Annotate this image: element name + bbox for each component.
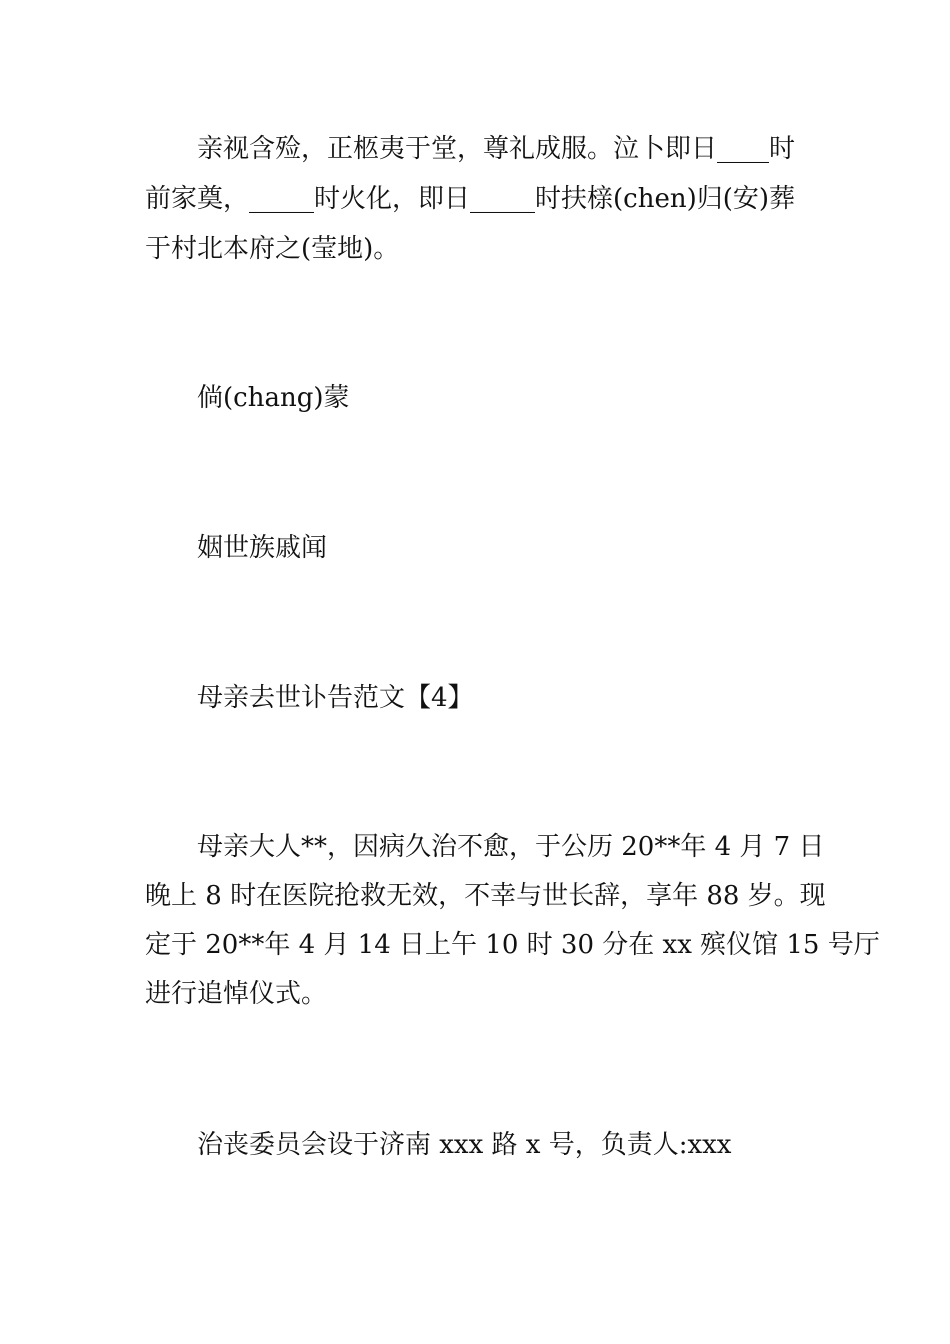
text-line: 定于 20**年 4 月 14 日上午 10 时 30 分在 xx 殡仪馆 15 号厅 — [145, 930, 880, 960]
text-line: 母亲大人**，因病久治不愈，于公历 20**年 4 月 7 日 — [197, 832, 825, 862]
section-heading: 母亲去世讣告范文【4】 — [197, 683, 474, 713]
text-line: 晚上 8 时在医院抢救无效，不幸与世长辞，享年 88 岁。现 — [145, 881, 826, 911]
text-line: 前家奠，_____时火化，即日_____时扶榇(chen)归(安)葬 — [145, 184, 796, 214]
text-line: 亲视含殓，正柩夷于堂，尊礼成服。泣卜即日____时 — [197, 134, 796, 164]
text-line: 于村北本府之(莹地)。 — [145, 234, 400, 264]
text-line: 进行追悼仪式。 — [145, 979, 328, 1009]
paragraph-relatives: 姻世族戚闻 — [197, 533, 328, 563]
paragraph-funeral-committee: 治丧委员会设于济南 xxx 路 x 号，负责人:xxx — [197, 1130, 732, 1160]
paragraph-tang-meng: 倘(chang)蒙 — [197, 383, 350, 413]
